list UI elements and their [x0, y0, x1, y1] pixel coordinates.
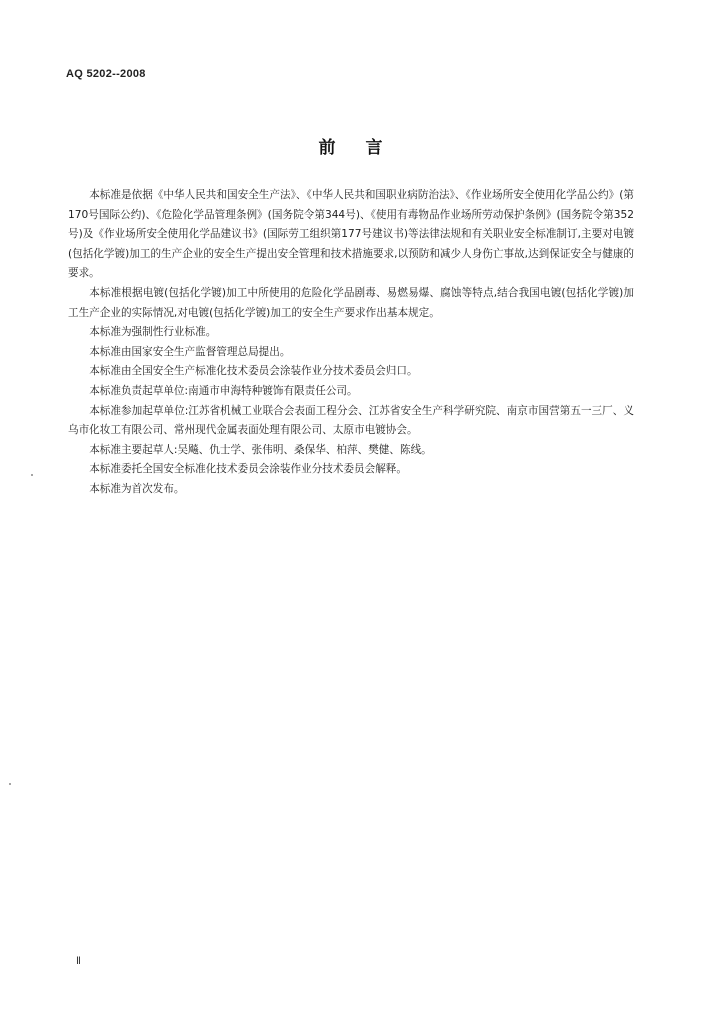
page-number: Ⅱ: [76, 956, 81, 967]
standard-code: AQ 5202--2008: [66, 68, 146, 80]
foreword-paragraph: 本标准为首次发布。: [89, 482, 185, 495]
foreword-paragraph: 本标准根据电镀(包括化学镀)加工中所使用的危险化学品剧毒、易燃易爆、腐蚀等特点,结合我国电镀(包括化学镀)加工生产企业的实际情况,对电镀(包括化学镀)加工的安全生产要求作出基本规定。: [68, 286, 634, 319]
foreword-paragraph: 本标准主要起草人:吴飚、仇士学、张伟明、桑保华、柏萍、樊健、陈线。: [89, 443, 432, 456]
scan-speck: [9, 783, 11, 785]
page-title: 前言: [318, 138, 413, 158]
foreword-paragraph: 本标准参加起草单位:江苏省机械工业联合会表面工程分会、江苏省安全生产科学研究院、南京市国营第五一三厂、义乌市化妆工有限公司、常州现代金属表面处理有限公司、太原市电镀协会。: [68, 404, 634, 437]
scan-speck: [31, 474, 33, 476]
foreword-body: [68, 186, 634, 500]
foreword-paragraph: 本标准负责起草单位:南通市申海特种镀饰有限责任公司。: [89, 384, 358, 397]
foreword-paragraph: 本标准是依据《中华人民共和国安全生产法》、《中华人民共和国职业病防治法》、《作业场所安全使用化学品公约》(第170号国际公约)、《危险化学品管理条例》(国务院令第344号)、《使用有毒物品作业场所劳动保护条例》(国务院令第352号)及《作业场所安全使用化学品建议书》(国际劳工组织第177号建议书)等法律法规和有关职业安全标准制订,主要对电镀(包括化学镀)加工的生产企业的安全生产提出安全管理和技术措施要求,以预防和减少人身伤亡事故,达到保证安全与健康的要求。: [68, 189, 634, 280]
foreword-paragraph: 本标准为强制性行业标准。: [89, 326, 217, 339]
foreword-paragraph: 本标准委托全国安全标准化技术委员会涂装作业分技术委员会解释。: [89, 463, 407, 476]
foreword-paragraph: 本标准由全国安全生产标准化技术委员会涂装作业分技术委员会归口。: [89, 365, 418, 378]
foreword-paragraph: 本标准由国家安全生产监督管理总局提出。: [89, 345, 291, 358]
